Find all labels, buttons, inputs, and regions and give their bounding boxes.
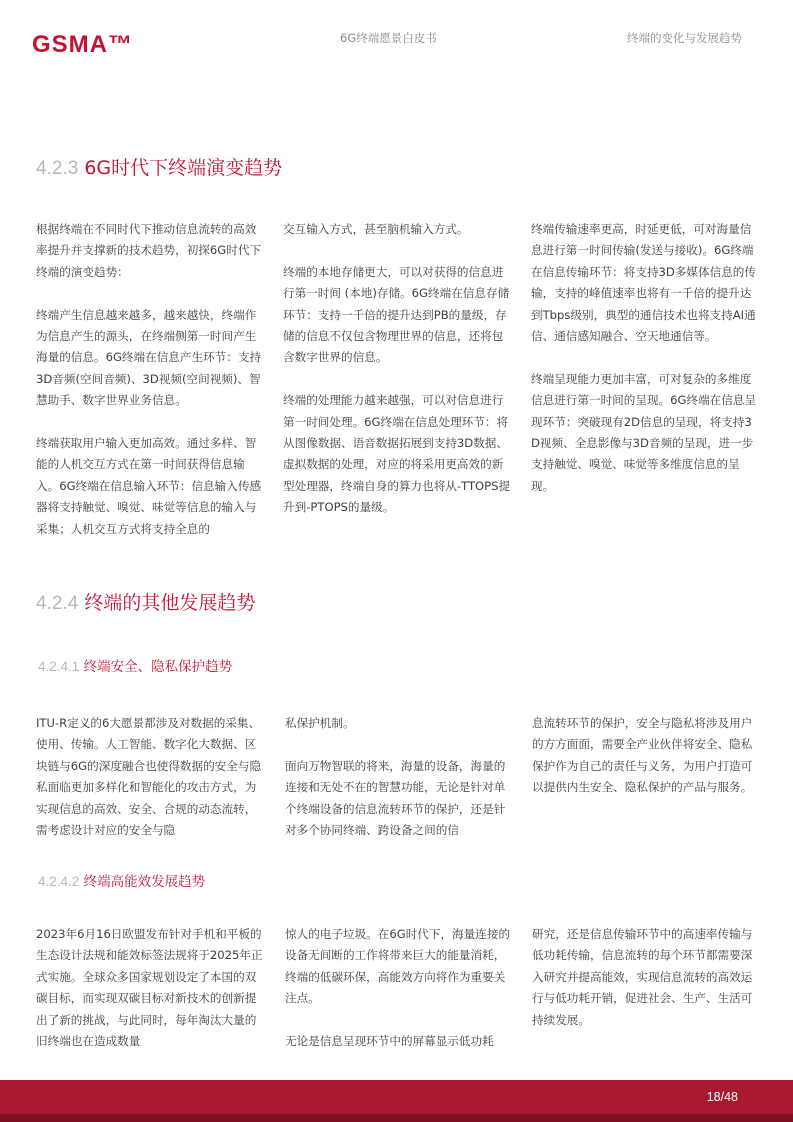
logo-text: GSMA™ — [32, 31, 133, 56]
paragraph: 终端呈现能力更加丰富，可对复杂的多维度信息进行第一时间的呈现。6G终端在信息呈现环节：突破现有2D信息的呈现，将支持3D视频、全息影像与3D音频的呈现，进一步支持触觉、嗅觉、味觉等多维度信息的呈现。 — [531, 371, 757, 493]
paragraph: 无论是信息呈现环节中的屏幕显示低功耗 — [285, 1034, 494, 1049]
paragraph: 根据终端在不同时代下推动信息流转的高效率提升并支撑新的技术趋势，初探6G时代下终端的演变趋势： — [36, 222, 262, 279]
column-2 — [283, 219, 512, 519]
column-3 — [532, 713, 761, 799]
section-heading-424 — [36, 588, 255, 615]
section-number: 4.2.4 — [36, 593, 79, 614]
section-heading-423 — [36, 153, 282, 180]
paragraph: 私保护机制。 — [285, 716, 355, 730]
paragraph: 终端的本地存储更大，可以对获得的信息进行第一时间 (本地)存储。6G终端在信息存储环节：支持一千倍的提升达到PB的量级，存储的信息不仅包含物理世界的信息，还将包含数字世界的信息。 — [283, 264, 510, 365]
subsection-heading-4242 — [38, 870, 205, 890]
section-number: 4.2.3 — [36, 158, 79, 179]
page-number: 18/48 — [706, 1090, 738, 1104]
column-3 — [531, 219, 760, 497]
subsection-title: 终端高能效发展趋势 — [83, 874, 206, 890]
paragraph: 惊人的电子垃圾。在6G时代下，海量连接的设备无间断的工作将带来巨大的能量消耗，终端的低碳环保，高能效方向将作为重要关注点。 — [285, 927, 511, 1006]
column-1 — [36, 924, 265, 1052]
paragraph: 研究，还是信息传输环节中的高速率传输与低功耗传输，信息流转的每个环节都需要深入研究并提高能效，实现信息流转的高效运行与低功耗开销，促进社会、生产、生活可持续发展。 — [532, 927, 753, 1027]
paragraph: 终端产生信息越来越多，越来越快，终端作为信息产生的源头，在终端侧第一时间产生海量的信息。6G终端在信息产生环节：支持3D音频(空间音频)、3D视频(空间视频)、智慧助手、数字世界业务信息。 — [36, 307, 262, 408]
footer-stripe — [0, 1114, 793, 1122]
subsection-title: 终端安全、隐私保护趋势 — [83, 659, 233, 675]
subsection-number: 4.2.4.2 — [38, 874, 80, 889]
paragraph: 息流转环节的保护，安全与隐私将涉及用户的方方面面，需要全产业伙伴将安全、隐私保护作为自己的责任与义务，为用户打造可以提供内生安全、隐私保护的产品与服务。 — [532, 716, 753, 795]
column-1 — [36, 219, 265, 540]
paragraph: 交互输入方式，甚至脑机输入方式。 — [283, 222, 469, 236]
subsection-heading-4241 — [38, 655, 232, 675]
paragraph: 终端传输速率更高，时延更低，可对海量信息进行第一时间传输(发送与接收)。6G终端在信息传输环节：将支持3D多媒体信息的传输，支持的峰值速率也将有一千倍的提升达到Tbps级别，典型的通信技术也将支持AI通信、通信感知融合、空天地通信等。 — [531, 222, 756, 344]
doc-title: 6G终端愿景白皮书 — [340, 31, 437, 45]
column-1 — [36, 713, 265, 841]
column-2 — [285, 713, 514, 841]
subsection-number: 4.2.4.1 — [38, 659, 80, 674]
paragraph: 终端获取用户输入更加高效。通过多样、智能的人机交互方式在第一时间获得信息输入。6G终端在信息输入环节：信息输入传感器将支持触觉、嗅觉、味觉等信息的输入与采集；人机交互方式将支持全息的 — [36, 436, 262, 536]
column-3 — [532, 924, 761, 1031]
paragraph: 终端的处理能力越来越强，可以对信息进行第一时间处理。6G终端在信息处理环节：将从图像数据、语音数据拓展到支持3D数据、虚拟数据的处理，对应的将采用更高效的新型处理器，终端自身的算力也将从-TTOPS提升到-PTOPS的量级。 — [283, 393, 511, 515]
paragraph: ITU-R定义的6大愿景都涉及对数据的采集、使用、传输。人工智能、数字化大数据、区块链与6G的深度融合也使得数据的安全与隐私面临更加多样化和智能化的攻击方式，为实现信息的高效、安全、合规的动态流转，需考虑设计对应的安全与隐 — [36, 716, 262, 838]
header-section-title: 终端的变化与发展趋势 — [627, 31, 742, 45]
paragraph: 面向万物智联的将来，海量的设备，海量的连接和无处不在的智慧功能，无论是针对单个终端设备的信息流转环节的保护，还是针对多个协同终端、跨设备之间的信 — [285, 758, 506, 838]
paragraph: 2023年6月16日欧盟发布针对手机和平板的生态设计法规和能效标签法规将于2025年正式实施。全球众多国家规划设定了本国的双碳目标，而实现双碳目标对新技术的创新提出了新的挑战，与此同时，每年淘汰大量的旧终端也在造成数量 — [36, 927, 263, 1049]
column-2 — [285, 924, 514, 1052]
section-title: 终端的其他发展趋势 — [84, 592, 256, 614]
gsma-logo — [32, 30, 154, 56]
section-title: 6G时代下终端演变趋势 — [84, 157, 283, 179]
